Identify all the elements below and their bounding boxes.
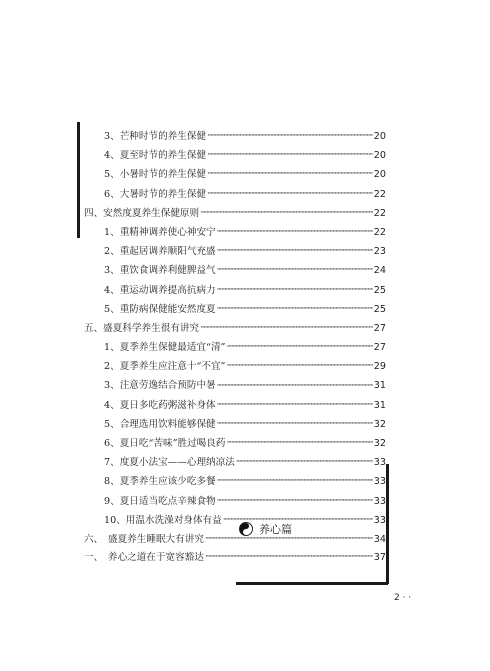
toc-entry-title: 4、夏至时节的养生保健: [104, 150, 207, 162]
toc-entry-page: 34: [373, 533, 386, 545]
leader-dots: [207, 127, 373, 146]
toc-entry-title: 6、夏日吃“苦味”胜过喝良药: [104, 438, 226, 449]
toc-entry-page: 31: [373, 399, 386, 411]
toc-entry: [84, 185, 386, 204]
leader-dots: [207, 165, 373, 184]
toc-entry: [84, 434, 386, 453]
leader-dots: [217, 377, 373, 396]
toc-entry-title: 3、芒种时节的养生保健: [104, 131, 207, 142]
toc-entry-page: 32: [373, 438, 386, 449]
leader-dots: [217, 261, 373, 280]
toc-entry: [84, 300, 386, 319]
toc-entry-page: 20: [373, 150, 386, 162]
toc-entry-title: 7、度夏小法宝——心理纳凉法: [104, 457, 235, 469]
toc-entry-page: 22: [373, 207, 386, 219]
toc-entry-title: 5、重防病保健能安然度夏: [104, 303, 216, 315]
toc-entry-title: 4、重运动调养提高抗病力: [104, 284, 216, 296]
leader-dots: [217, 472, 373, 491]
toc-entry-page: 33: [373, 457, 386, 469]
leader-dots: [217, 223, 373, 242]
toc-entry: [84, 127, 386, 146]
toc-entry-page: 29: [373, 361, 386, 373]
toc-entry: [84, 338, 386, 357]
toc-entry-title: 一、 养心之道在于宽容豁达: [84, 552, 204, 563]
toc-entry-title: 9、夏日适当吃点辛辣食物: [104, 495, 216, 507]
toc-entry-title: 2、夏季养生应注意十“不宜”: [104, 361, 226, 373]
leader-dots: [217, 242, 373, 261]
toc-entry: [84, 261, 386, 280]
leader-dots: [207, 146, 373, 165]
toc-entry: [84, 357, 386, 376]
toc-entry-title: 4、夏日多吃药粥滋补身体: [104, 399, 216, 411]
yin-yang-icon: [239, 522, 253, 536]
toc-entry-page: 37: [373, 552, 386, 563]
table-of-contents: [84, 127, 386, 549]
leader-dots: [200, 319, 373, 338]
toc-entry-title: 3、注意劳逸结合预防中暑: [104, 380, 216, 392]
toc-entry-page: 22: [373, 188, 386, 200]
toc-entry: [84, 242, 386, 261]
frame-bottom-rule: [236, 582, 388, 585]
leader-dots: [217, 300, 373, 319]
toc-entry: [84, 223, 386, 242]
toc-entry-title: 5、合理选用饮料能够保健: [104, 418, 216, 430]
toc-entry-title: 10、用温水洗澡对身体有益: [104, 514, 222, 526]
leader-dots: [226, 338, 372, 357]
toc-entry-title: 6、大暑时节的养生保健: [104, 188, 207, 200]
toc-entry-page: 20: [373, 131, 386, 142]
toc-entry-page: 23: [373, 246, 386, 258]
toc-entry-title: 1、夏季养生保健最适宜“清”: [104, 342, 226, 354]
page-number: 2 · ·: [394, 593, 412, 603]
toc-entry: [84, 281, 386, 300]
toc-entry: [84, 415, 386, 434]
toc-entry: [84, 319, 386, 338]
toc-entry-page: 25: [373, 284, 386, 296]
leader-dots: [236, 453, 373, 472]
toc-entry: [84, 548, 386, 567]
toc-entry: [84, 511, 386, 530]
leader-dots: [217, 415, 373, 434]
toc-entry-page: 27: [373, 322, 386, 334]
section-heading: [239, 521, 292, 537]
toc-entry-title: 8、夏季养生应该少吃多餐: [104, 476, 216, 488]
toc-entry: [84, 492, 386, 511]
toc-entry: [84, 530, 386, 549]
toc-entry: [84, 453, 386, 472]
toc-entry-title: 3、重饮食调养利健脾益气: [104, 265, 216, 277]
toc-final-entry: [84, 548, 386, 567]
toc-entry-page: 24: [373, 265, 386, 277]
toc-entry: [84, 165, 386, 184]
toc-entry-page: 27: [373, 342, 386, 354]
toc-entry: [84, 396, 386, 415]
toc-entry-page: 31: [373, 380, 386, 392]
toc-entry-title: 2、重起居调养顺阳气充盛: [104, 246, 216, 258]
toc-entry-page: 33: [373, 476, 386, 488]
leader-dots: [205, 548, 373, 567]
leader-dots: [217, 281, 373, 300]
toc-entry-page: 32: [373, 418, 386, 430]
toc-entry-page: 20: [373, 169, 386, 181]
toc-entry-title: 五、盛夏科学养生很有讲究: [84, 322, 200, 334]
leader-dots: [217, 396, 373, 415]
toc-entry-title: 5、小暑时节的养生保健: [104, 169, 207, 181]
toc-entry-page: 33: [373, 495, 386, 507]
toc-entry: [84, 376, 386, 395]
leader-dots: [207, 185, 373, 204]
section-heading-text: 养心篇: [259, 523, 292, 536]
frame-right-rule: [386, 464, 389, 584]
toc-entry-page: 25: [373, 303, 386, 315]
leader-dots: [226, 434, 372, 453]
toc-entry: [84, 204, 386, 223]
toc-entry-title: 1、重精神调养使心神安宁: [104, 226, 216, 238]
leader-dots: [217, 492, 373, 511]
toc-entry-title: 六、 盛夏养生睡眠大有讲究: [84, 533, 204, 545]
toc-entry: [84, 146, 386, 165]
toc-entry-title: 四、安然度夏养生保健原则: [84, 207, 200, 219]
toc-entry-page: 33: [373, 514, 386, 526]
leader-dots: [200, 204, 373, 223]
toc-entry: [84, 472, 386, 491]
toc-entry-page: 22: [373, 226, 386, 238]
frame-left-rule: [77, 122, 80, 238]
leader-dots: [226, 357, 372, 376]
